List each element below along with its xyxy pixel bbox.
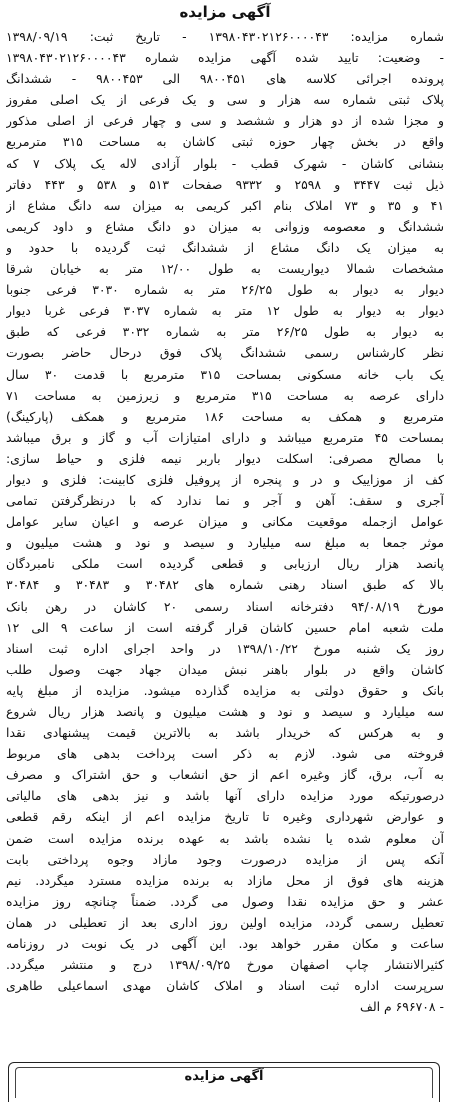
- notice-line: پرونده اجرائی کلاسه های ۹۸۰۰۴۵۱ الی ۹۸۰۰۴۵۳ - ششدانگ: [6, 71, 444, 87]
- notice-line: هزینه های فوق از محل مازاد به برنده مزایده مسترد میگردد. نیم: [6, 872, 444, 888]
- next-notice-box: [8, 1062, 440, 1102]
- notice-line: درصورتیکه مورد مزایده دارای آنها باشد و نیز بدهی های مالیاتی: [6, 788, 444, 804]
- notice-line: واقع در بخش چهار حوزه ثبتی کاشان به مساحت ۳۱۵ مترمربع: [6, 134, 444, 150]
- notice-line: سرپرست اداره ثبت اسناد و املاک کاشان مهدی اسماعیلی طاهری: [6, 978, 444, 994]
- notice-line: بمساحت ۴۵ مترمربع میباشد و دارای امتیازات آب و گاز و برق میباشد: [6, 429, 444, 445]
- notice-line: کف از موزاییک و در و پنجره از پروفیل فلزی کابینت: فلزی و دیوار: [6, 471, 444, 487]
- notice-line: به میزان یک دانگ مشاع از ششدانگ ثبت گردیده با حدود و: [6, 239, 444, 255]
- notice-line: موثر جمعا به مبلغ سه میلیارد و سیصد و نود و هشت میلیون و: [6, 535, 444, 551]
- notice-line: دیوار به دیوار به طول ۱۲ متر به شماره ۳۰۳۷ فرعی غربا دیوار: [6, 303, 444, 319]
- notice-line: مورخ ۹۴/۰۸/۱۹ دفترخانه اسناد رسمی ۲۰ کاشان در رهن بانک: [6, 598, 444, 614]
- notice-line: فروخته می شود. لازم به ذکر است پرداخت بدهی های مربوط: [6, 746, 444, 762]
- notice-line: ساعت و مکان مقرر خواهد بود. این آگهی در یک نوبت در روزنامه: [6, 936, 444, 952]
- notice-line: ذیل ثبت ۳۴۴۷ و ۲۵۹۸ و ۹۳۳۲ صفحات ۵۱۳ و ۵۳۸ و ۴۴۳ دفاتر: [6, 176, 444, 192]
- notice-line: و به هرکس که خریدار باشد به بالاترین قیمت پیشنهادی نقدا: [6, 725, 444, 741]
- notice-line: و عوارض شهرداری وغیره تا تاریخ مزایده اعم از اینکه رقم قطعی: [6, 809, 444, 825]
- notice-line: نظر کارشناس رسمی ششدانگ پلاک فوق درحال حاضر بصورت: [6, 345, 444, 361]
- notice-line: مشخصات شمالا دیواریست به طول ۱۲/۰۰ متر به خیابان شرقا: [6, 261, 444, 277]
- notice-line: آنکه پس از مزایده درصورت وجود مازاد وجوه پرداختی بابت: [6, 851, 444, 867]
- notice-line: یک باب خانه مسکونی بمساحت ۳۱۵ مترمربع با قدمت ۳۰ سال: [6, 366, 444, 382]
- next-notice-title: آگهی مزایده: [184, 1069, 264, 1084]
- notice-line: به آب، برق، گاز وغیره اعم از حق انشعاب و حق اشتراک و مصرف: [6, 767, 444, 783]
- notice-line: مترمربع و همکف به مساحت ۱۸۶ مترمربع و همکف (پارکینگ): [6, 408, 444, 424]
- notice-line: سه میلیارد و سیصد و نود و هشت میلیون و پانصد هزار ریال شروع: [6, 704, 444, 719]
- notice-line: بانک و حقوق دولتی به مزایده گذارده میشود. مزایده از مبلغ پایه: [6, 682, 444, 698]
- notice-line: پانصد هزار ریال ارزیابی و قطعی گردیده است ملکی نامبردگان: [6, 556, 444, 572]
- notice-line: تعطیل رسمی گردد، مزایده اولین روز اداری بعد از تعطیلی در همان: [6, 914, 444, 930]
- notice-line: عوامل ازجمله موقعیت مکانی و میزان عرصه و اعیان سایر عوامل: [6, 514, 444, 530]
- notice-line: پلاک ثبتی شماره سه هزار و سی و یک فرعی از یک اصلی مفروز: [6, 92, 444, 108]
- notice-line: ملت شعبه امام حسین کاشان قرار گرفته است از ساعت ۹ الی ۱۲: [6, 619, 444, 635]
- notice-line: ۴۱ و ۳۵ و ۷۳ املاک بنام اکبر کریمی به میزان سه دانگ مشاع از: [6, 197, 444, 213]
- notice-line: عشر و حق مزایده نقدا وصول می گردد. ضمناً چنانچه روز مزایده: [6, 893, 444, 909]
- notice-body: [6, 26, 444, 1017]
- notice-line: کاشان واقع در بلوار باهنر نبش میدان جهاد جهت وصول طلب: [6, 661, 444, 677]
- notice-line: دارای عرصه به مساحت ۳۱۵ مترمربع و زیرزمین به مساحت ۷۱: [6, 387, 444, 403]
- notice-line: به دیوار به طول ۲۶/۲۵ متر به شماره ۳۰۳۲ فرعی که طبق: [6, 324, 444, 340]
- notice-line: بنشانی کاشان - شهرک قطب - بلوار آزادی لاله یک پلاک ۷ که: [6, 155, 444, 171]
- notice-line: شماره مزایده: ۱۳۹۸۰۴۳۰۲۱۲۶۰۰۰۰۴۳ - تاریخ ثبت: ۱۳۹۸/۰۹/۱۹: [6, 29, 444, 44]
- notice-title: آگهی مزایده: [179, 3, 271, 21]
- notice-line: و مجزا شده از دو هزار و ششصد و سی و چهار فرعی از اصلی مذکور: [6, 113, 444, 129]
- notice-line: - وضعیت: تایید شده آگهی مزایده شماره ۱۳۹۸۰۴۳۰۲۱۲۶۰۰۰۰۴۳: [6, 50, 444, 66]
- notice-line: بالا که طبق اسناد رهنی شماره های ۳۰۴۸۲ و ۳۰۴۸۳ و ۳۰۴۸۴: [6, 577, 444, 593]
- notice-line: - ۶۹۶۷۰۸ م الف: [360, 999, 444, 1015]
- notice-line: دیوار به دیوار به طول ۲۶/۲۵ متر به شماره ۳۰۳۰ فرعی جنوبا: [6, 282, 444, 298]
- notice-line: آجری و سقف: آهن و آجر و نما ندارد که با درنظرگرفتن تمامی: [6, 493, 444, 509]
- notice-line: روز یک شنبه مورخ ۱۳۹۸/۱۰/۲۲ در واحد اجرای اداره ثبت اسناد: [6, 640, 444, 656]
- notice-line: آن معلوم شده یا نشده باشد به عهده برنده مزایده است ضمن: [6, 830, 444, 846]
- notice-line: ششدانگ و معصومه وزوانی به میزان دو دانگ مشاع و داود کریمی: [6, 218, 444, 234]
- notice-line: با مصالح مصرفی: اسکلت دیوار باربر نیمه فلزی و حیاط سازی:: [6, 450, 444, 466]
- notice-line: کثیرالانتشار چاپ اصفهان مورخ ۱۳۹۸/۰۹/۲۵ درج و منتشر میگردد.: [6, 957, 444, 973]
